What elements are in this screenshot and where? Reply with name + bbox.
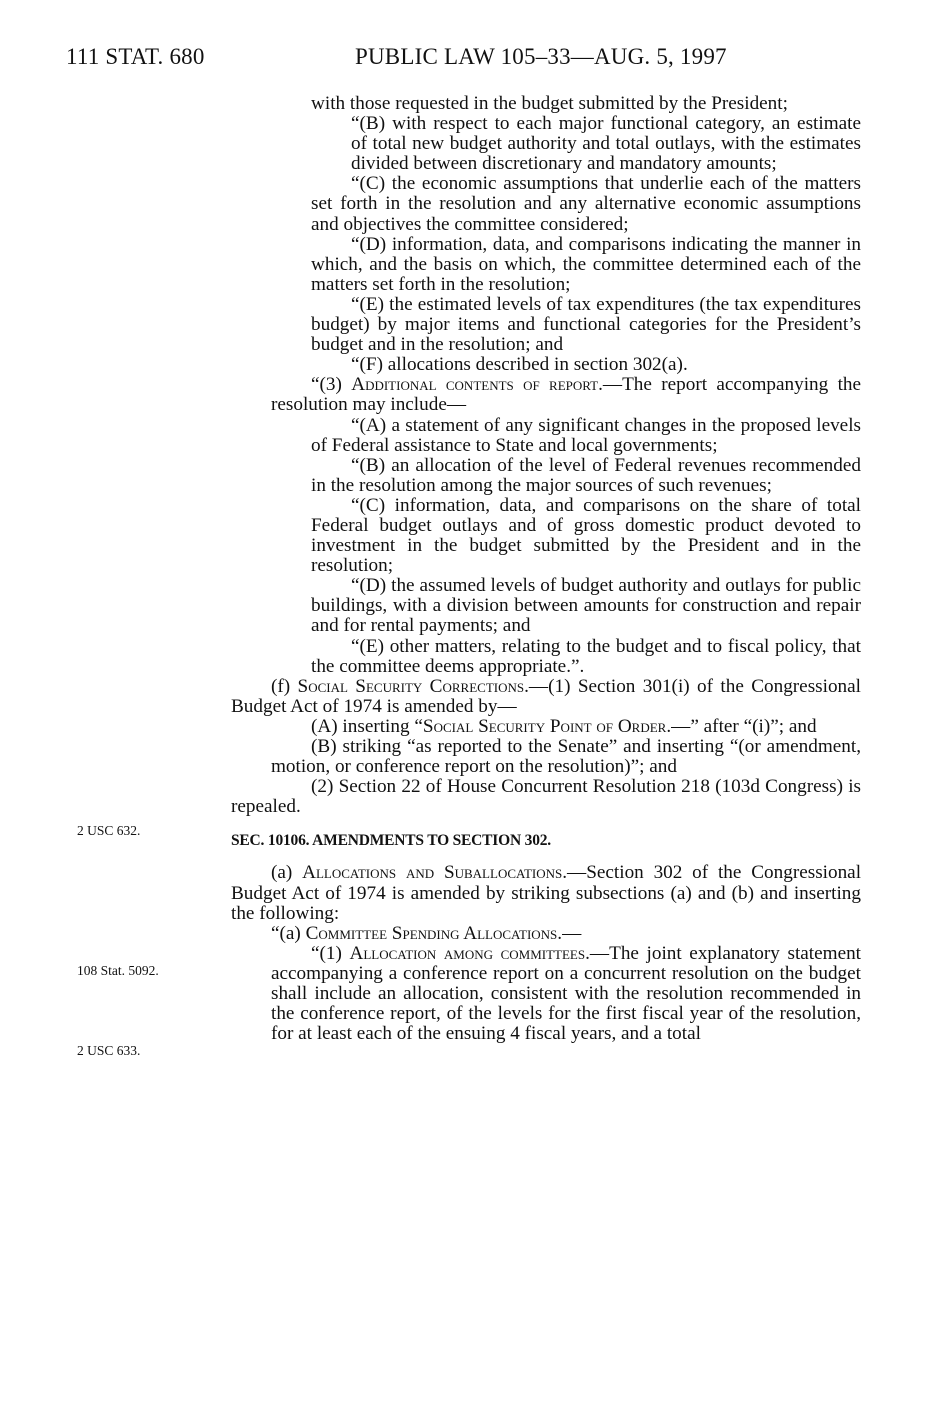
- section-heading: SEC. 10106. AMENDMENTS TO SECTION 302.: [231, 832, 551, 850]
- paragraph-caption: Allocations and Suballocations.: [302, 862, 568, 884]
- paragraph-lead: “(3): [311, 374, 352, 396]
- paragraph-text: “(B) with respect to each major functional category, an estimate of total new budget authority and total outlays, with the estimates divided between discretionary and mandatory amounts;: [351, 113, 861, 175]
- paragraph-continuation: with those requested in the budget submitted by the President;: [311, 93, 788, 114]
- paragraph-text: —: [562, 922, 582, 944]
- paragraph-text: “(D) information, data, and comparisons indicating the manner in which, and the basis on which, the committee determined each of the matters set forth in the resolution;: [311, 233, 861, 295]
- paragraph-d-information: [311, 235, 861, 295]
- paragraph-f-social-security-corrections: [231, 677, 861, 717]
- paragraph-b-federal-revenues: [311, 456, 861, 496]
- paragraph-2-repeal: [231, 777, 861, 817]
- paragraph-d-public-buildings: [311, 576, 861, 636]
- paragraph-lead: (f): [271, 675, 298, 697]
- paragraph-a-committee-spending-allocations: [231, 924, 861, 944]
- document-body: [231, 94, 861, 1044]
- paragraph-caption: Additional contents of report.: [351, 374, 603, 396]
- paragraph-text: —The joint explanatory statement accompanying a conference report on a concurrent resolution on the budget shall include an allocation, consistent with the resolution recommended in the conference report, of the levels for the first fiscal year of the resolution, for at least each of the ensuing 4 fiscal years, and a total: [271, 942, 862, 1045]
- paragraph-text: “(E) other matters, relating to the budget and to fiscal policy, that the committee deems appropriate.”.: [311, 635, 861, 677]
- paragraph-text: (2) Section 22 of House Concurrent Resolution 218 (103d Congress) is repealed.: [231, 776, 861, 818]
- paragraph-f-allocations: [311, 355, 861, 375]
- margin-note-2-usc-632: 2 USC 632.: [77, 823, 141, 838]
- paragraph-text: —” after “(i)”; and: [671, 715, 817, 737]
- paragraph-b-functional-category: [311, 114, 861, 174]
- paragraph-lead: “(a): [271, 922, 306, 944]
- paragraph-lead: “(1): [311, 942, 350, 964]
- paragraph-c-economic-assumptions: [311, 174, 861, 234]
- paragraph-text: —The report accompanying the resolution may include—: [271, 374, 862, 416]
- paragraph-text: (B) striking “as reported to the Senate” and inserting “(or amendment, motion, or conference report on the resolution)”; and: [271, 736, 861, 778]
- paragraph-text: —Section 302 of the Congressional Budget Act of 1974 is amended by striking subsections (a) and (b) and inserting the following:: [231, 862, 862, 924]
- paragraph-text: “(C) the economic assumptions that underlie each of the matters set forth in the resolution and any alternative economic assumptions and objectives the committee considered;: [311, 173, 861, 235]
- paragraph-lead: (a): [271, 862, 303, 884]
- header-public-law-title: PUBLIC LAW 105–33—AUG. 5, 1997: [355, 44, 727, 69]
- paragraph-text: “(B) an allocation of the level of Federal revenues recommended in the resolution among the major sources of such revenues;: [311, 454, 861, 496]
- paragraph-1-allocation-among-committees: [271, 944, 861, 1044]
- paragraph-e-other-matters: [311, 637, 861, 677]
- paragraph-text: “(F) allocations described in section 302(a).: [351, 354, 688, 376]
- paragraph-text: “(C) information, data, and comparisons on the share of total Federal budget outlays and of gross domestic product devoted to investment in the budget submitted by the President and in the resolution;: [311, 494, 861, 577]
- paragraph-caption: Social Security Point of Order.: [422, 715, 672, 737]
- paragraph-a-significant-changes: [311, 416, 861, 456]
- paragraph-caption: Allocation among committees.: [349, 942, 590, 964]
- paragraph-c-federal-outlays: [311, 496, 861, 576]
- header-statute-citation: 111 STAT. 680: [66, 44, 205, 69]
- paragraph-3-additional-contents: [271, 375, 861, 415]
- margin-note-2-usc-633: 2 USC 633.: [77, 1043, 141, 1058]
- paragraph-text: “(A) a statement of any significant changes in the proposed levels of Federal assistance to State and local governments;: [311, 414, 861, 456]
- paragraph-a-inserting: [271, 717, 861, 737]
- paragraph-caption: Social Security Corrections.: [297, 675, 529, 697]
- margin-note-108-stat-5092: 108 Stat. 5092.: [77, 963, 159, 978]
- paragraph-b-striking: [271, 737, 861, 777]
- paragraph-caption: Committee Spending Allocations.: [305, 922, 563, 944]
- paragraph-text: “(D) the assumed levels of budget authority and outlays for public buildings, with a division between amounts for construction and repair and for rental payments; and: [311, 575, 861, 637]
- paragraph-text: “(E) the estimated levels of tax expenditures (the tax expenditures budget) by major items and functional categories for the President’s budget and in the resolution; and: [311, 293, 861, 356]
- paragraph-text: —(1) Section 301(i) of the Congressional Budget Act of 1974 is amended by—: [231, 675, 861, 717]
- paragraph-a-allocations-suballocations: [231, 863, 861, 923]
- paragraph-e-tax-expenditures: [311, 295, 861, 355]
- paragraph-text: (A) inserting “: [311, 715, 423, 737]
